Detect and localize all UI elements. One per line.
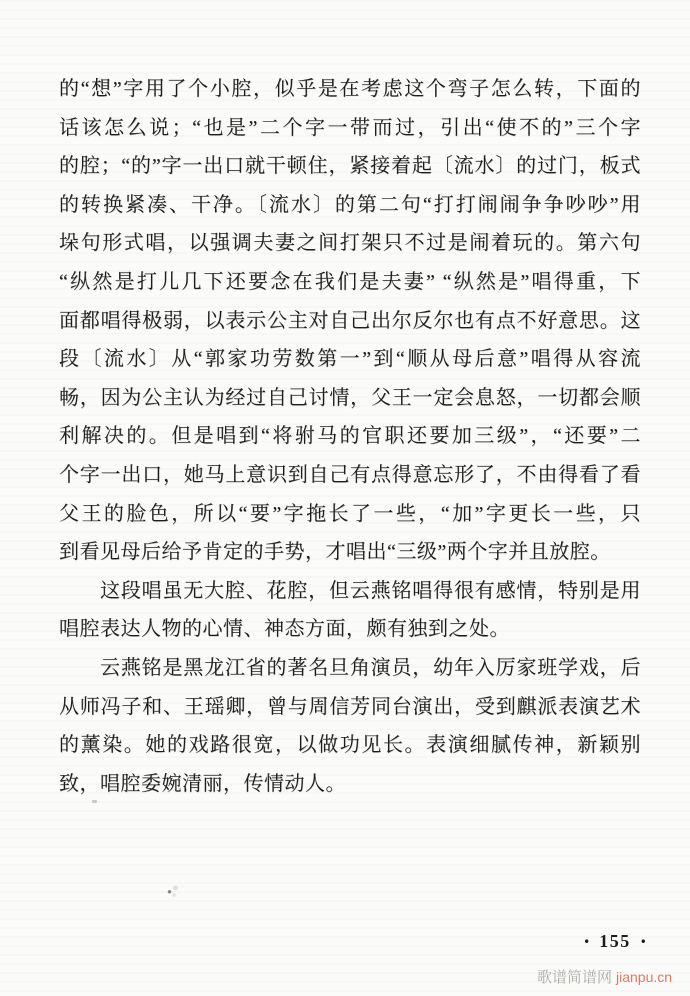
page-number-dot-right: • xyxy=(639,934,647,949)
text-line: “纵然是打儿几下还要念在我们是夫妻” “纵然是”唱得重，下 xyxy=(59,270,641,293)
watermark xyxy=(537,966,672,987)
page-number xyxy=(573,931,657,952)
text-line: 父王的脸色，所以“要”字拖长了一些，“加”字更长一些，只 xyxy=(59,502,641,525)
text-line: 面都唱得极弱，以表示公主对自己出尔反尔也有点不好意思。这 xyxy=(59,309,641,332)
text-line: 话该怎么说；“也是”二个字一带而过，引出“使不的”三个字 xyxy=(59,116,641,139)
text-line: 个字一出口，她马上意识到自己有点得意忘形了，不由得看了看 xyxy=(59,463,641,486)
scan-artifact xyxy=(92,800,97,803)
text-line: 段〔流水〕从“郭家功劳数第一”到“顺从母后意”唱得从容流 xyxy=(59,348,641,371)
text-line: 畅，因为公主认为经过自己讨情，父王一定会息怒，一切都会顺 xyxy=(59,386,641,409)
text-line-paragraph-end: 唱腔表达人物的心情、神态方面，颇有独到之处。 xyxy=(59,618,510,641)
text-line: 的“想”字用了个小腔，似乎是在考虑这个弯子怎么转，下面的 xyxy=(59,78,641,100)
page-number-value: 155 xyxy=(599,931,631,951)
text-line: 利解决的。但是唱到“将驸马的官职还要加三级”，“还要”二 xyxy=(59,425,641,448)
text-line-paragraph-start: 这段唱虽无大腔、花腔，但云燕铭唱得很有感情，特别是用 xyxy=(100,579,641,602)
scan-artifact xyxy=(165,884,180,897)
text-line-paragraph-start: 云燕铭是黑龙江省的著名旦角演员，幼年入厉家班学戏，后 xyxy=(100,656,641,679)
text-line-paragraph-end: 致，唱腔委婉清丽，传情动人。 xyxy=(59,772,346,795)
body-text xyxy=(59,70,641,803)
watermark-site-name: 歌谱简谱网 xyxy=(537,969,613,986)
text-line: 的腔；“的”字一出口就干顿住，紧接着起〔流水〕的过门，板式 xyxy=(59,155,641,178)
text-line: 从师冯子和、王瑶卿，曾与周信芳同台演出，受到麒派表演艺术 xyxy=(59,695,641,718)
text-line: 的转换紧凑、干净。〔流水〕的第二句“打打闹闹争争吵吵”用 xyxy=(59,193,641,216)
text-line: 垛句形式唱，以强调夫妻之间打架只不过是闹着玩的。第六句 xyxy=(59,232,641,255)
page-number-dot-left: • xyxy=(583,934,591,949)
watermark-site-url: jianpu.cn xyxy=(616,969,673,985)
text-line: 到看见母后给予肯定的手势，才唱出“三级”两个字并且放腔。 xyxy=(59,541,611,564)
text-line: 的薰染。她的戏路很宽，以做功见长。表演细腻传神，新颖别 xyxy=(59,734,641,757)
